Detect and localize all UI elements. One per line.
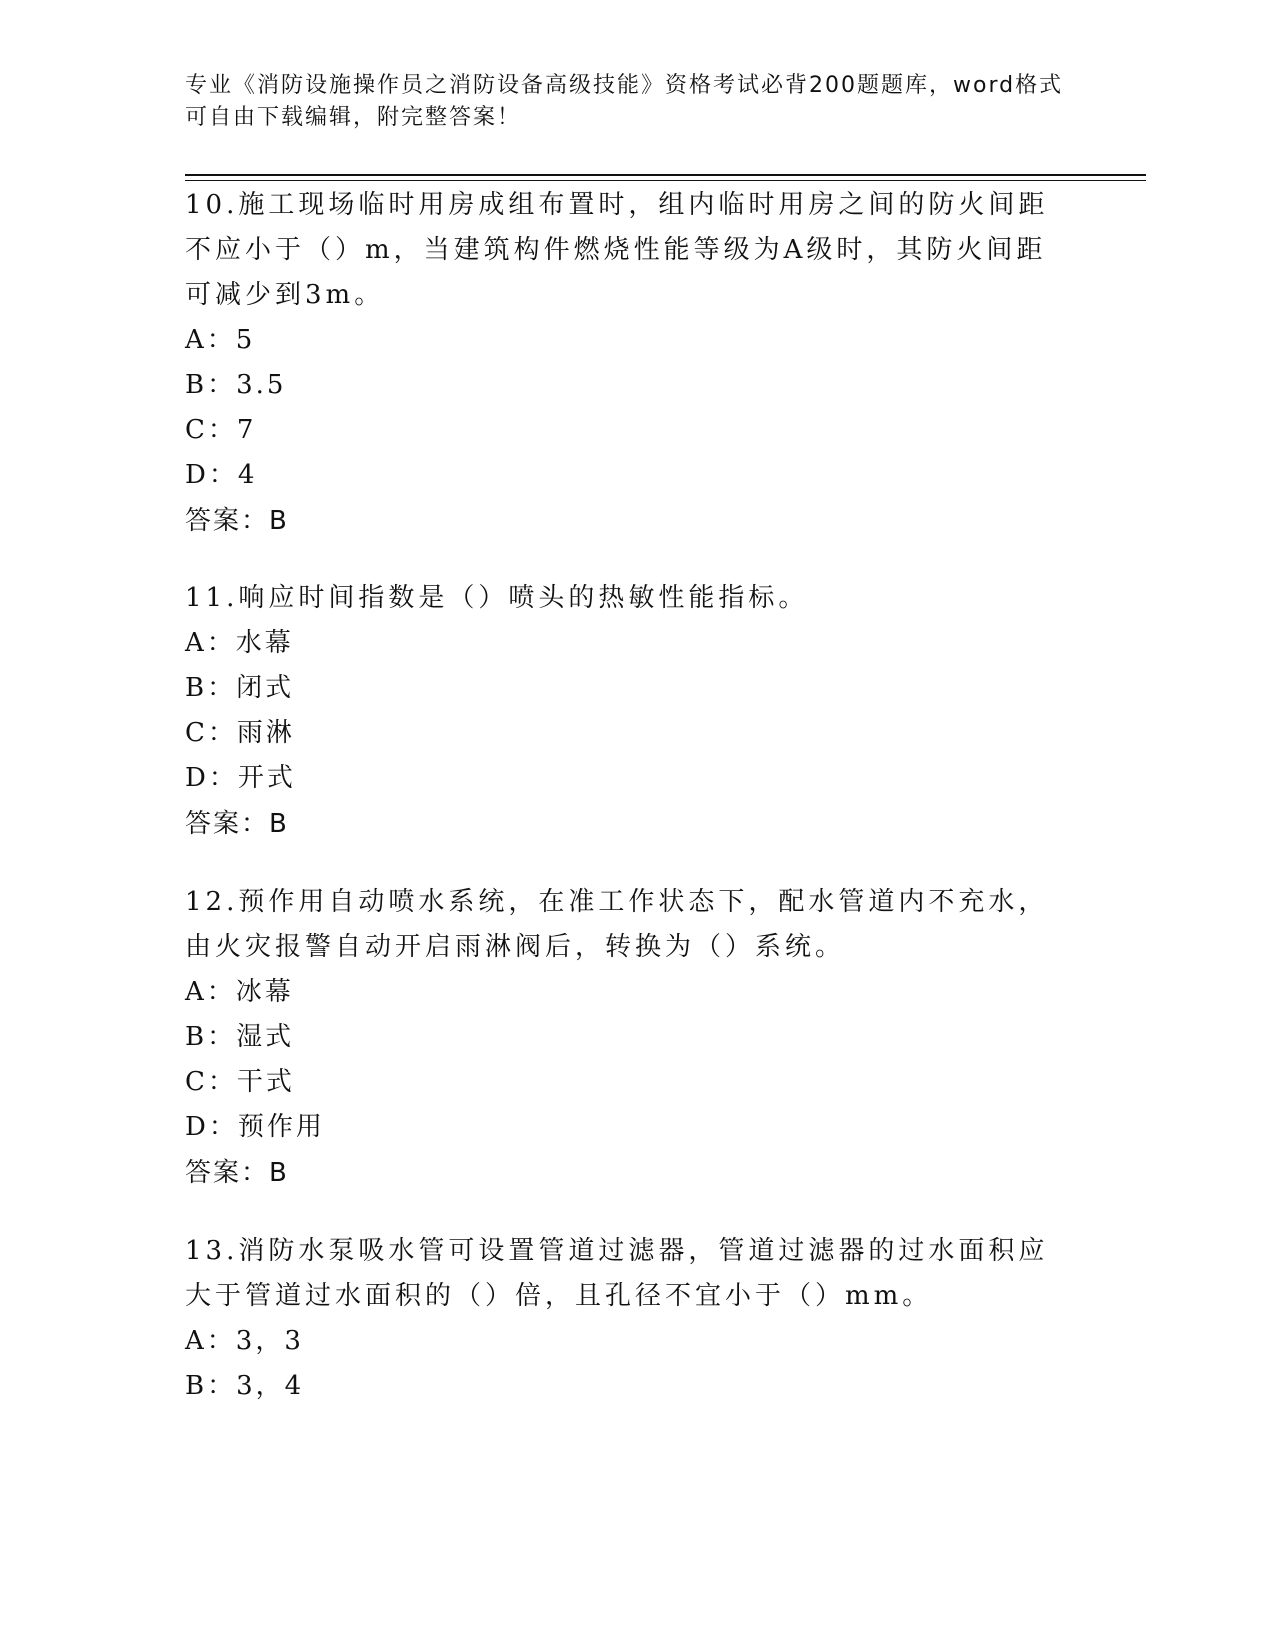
option-label: B： — [185, 673, 237, 703]
option-label: B： — [185, 370, 237, 400]
option-label: D： — [185, 763, 238, 793]
question-11 — [185, 576, 1065, 847]
option-label: A： — [185, 325, 236, 355]
option-b — [185, 363, 1065, 408]
option-text: 5 — [235, 325, 256, 355]
option-text: 闭式 — [236, 673, 295, 703]
question-12 — [185, 880, 1065, 1196]
option-label: C： — [185, 718, 237, 748]
option-a — [185, 318, 1065, 363]
option-label: B： — [185, 1022, 237, 1052]
option-text: 雨淋 — [236, 718, 295, 748]
option-text: 预作用 — [237, 1112, 325, 1142]
option-label: D： — [185, 460, 238, 490]
question-stem: 11.响应时间指数是（）喷头的热敏性能指标。 — [185, 583, 809, 613]
header-divider-thin — [185, 180, 1146, 181]
option-label: A： — [185, 1326, 236, 1356]
answer: 答案：B — [185, 1158, 289, 1188]
option-d — [185, 1105, 1065, 1150]
option-b — [185, 666, 1065, 711]
option-text: 湿式 — [236, 1022, 295, 1052]
answer: 答案：B — [185, 809, 289, 839]
option-text: 3，3 — [235, 1326, 304, 1356]
option-text: 3.5 — [236, 370, 287, 400]
option-text: 7 — [236, 415, 257, 445]
question-stem: 13.消防水泵吸水管可设置管道过滤器，管道过滤器的过水面积应大于管道过水面积的（）倍，且孔径不宜小于（）mm。 — [185, 1236, 1049, 1311]
question-10 — [185, 183, 1065, 544]
header-divider-thick — [185, 174, 1146, 176]
option-b — [185, 1015, 1065, 1060]
option-label: A： — [185, 628, 236, 658]
option-d — [185, 756, 1065, 801]
option-text: 干式 — [236, 1067, 295, 1097]
option-text: 冰幕 — [235, 977, 294, 1007]
option-label: D： — [185, 1112, 238, 1142]
option-label: C： — [185, 415, 237, 445]
option-c — [185, 1060, 1065, 1105]
option-c — [185, 408, 1065, 453]
option-c — [185, 711, 1065, 756]
option-d — [185, 453, 1065, 498]
option-label: B： — [185, 1371, 237, 1401]
question-stem: 10.施工现场临时用房成组布置时，组内临时用房之间的防火间距不应小于（）m，当建筑构件燃烧性能等级为A级时，其防火间距可减少到3m。 — [185, 190, 1049, 310]
option-b — [185, 1364, 1065, 1409]
option-text: 水幕 — [235, 628, 294, 658]
document-header: 专业《消防设施操作员之消防设备高级技能》资格考试必背200题题库，word格式可自由下载编辑，附完整答案！ — [185, 73, 1064, 130]
option-label: A： — [185, 977, 236, 1007]
answer: 答案：B — [185, 506, 289, 536]
question-stem: 12.预作用自动喷水系统，在准工作状态下，配水管道内不充水，由火灾报警自动开启雨淋阀后，转换为（）系统。 — [185, 887, 1049, 962]
option-label: C： — [185, 1067, 237, 1097]
option-a — [185, 621, 1065, 666]
option-text: 开式 — [237, 763, 296, 793]
option-a — [185, 1319, 1065, 1364]
option-text: 3，4 — [236, 1371, 305, 1401]
option-a — [185, 970, 1065, 1015]
question-13 — [185, 1229, 1065, 1409]
option-text: 4 — [237, 460, 258, 490]
